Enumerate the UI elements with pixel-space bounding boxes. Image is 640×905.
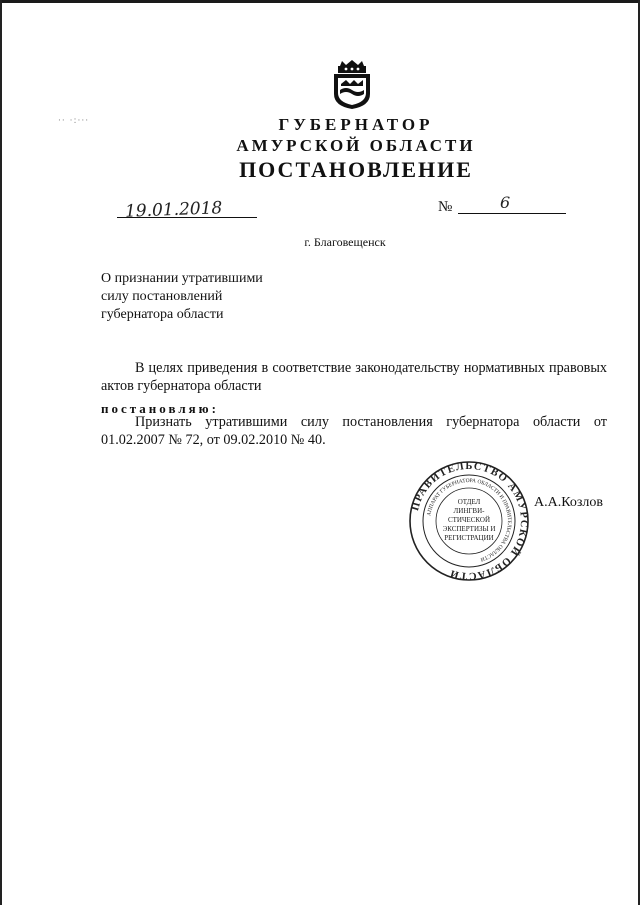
document-subject <box>101 270 263 324</box>
stamp-center-line: РЕГИСТРАЦИИ <box>444 534 494 542</box>
title-region: АМУРСКОЙ ОБЛАСТИ <box>236 136 476 155</box>
subject-line: О признании утратившими <box>101 271 263 286</box>
title-governor: ГУБЕРНАТОР <box>278 115 434 134</box>
stamp-center-line: СТИЧЕСКОЙ <box>447 516 491 524</box>
document-number: 6 <box>500 193 511 212</box>
stamp-center-line: ЭКСПЕРТИЗЫ И <box>442 525 496 533</box>
document-date: 19.01.2018 <box>124 198 223 222</box>
number-label: № <box>438 199 453 215</box>
stamp-center-line: ОТДЕЛ <box>457 498 481 506</box>
date-underline <box>117 217 257 218</box>
city: г. Благовещенск <box>304 235 386 249</box>
resolution-paragraph: Признать утратившими силу постановления губернатора области от 01.02.2007 № 72, от 09.02.2010 № 40. <box>101 414 607 448</box>
stamp-inner-text: АППАРАТ ГУБЕРНАТОРА ОБЛАСТИ И ПРАВИТЕЛЬСТВА ОБЛАСТИ <box>426 477 513 563</box>
resolve-word: постановляю: <box>101 401 219 416</box>
stamp-outer-text: ПРАВИТЕЛЬСТВО АМУРСКОЙ ОБЛАСТИ <box>410 460 530 582</box>
subject-line: губернатора области <box>101 307 224 322</box>
stamp-center-line: ЛИНГВИ- <box>453 507 485 515</box>
subject-line: силу постановлений <box>101 289 223 304</box>
signer-name: А.А.Козлов <box>534 495 603 510</box>
coat-of-arms-icon <box>330 60 374 110</box>
scan-noise: ·· ·:··· <box>58 116 90 126</box>
official-stamp <box>408 460 530 582</box>
preamble-paragraph: В целях приведения в соответствие законодательству нормативных правовых актов губернатора области <box>101 360 607 394</box>
scan-border-top <box>0 0 640 3</box>
number-underline <box>458 213 566 214</box>
document-type: ПОСТАНОВЛЕНИЕ <box>239 157 473 182</box>
